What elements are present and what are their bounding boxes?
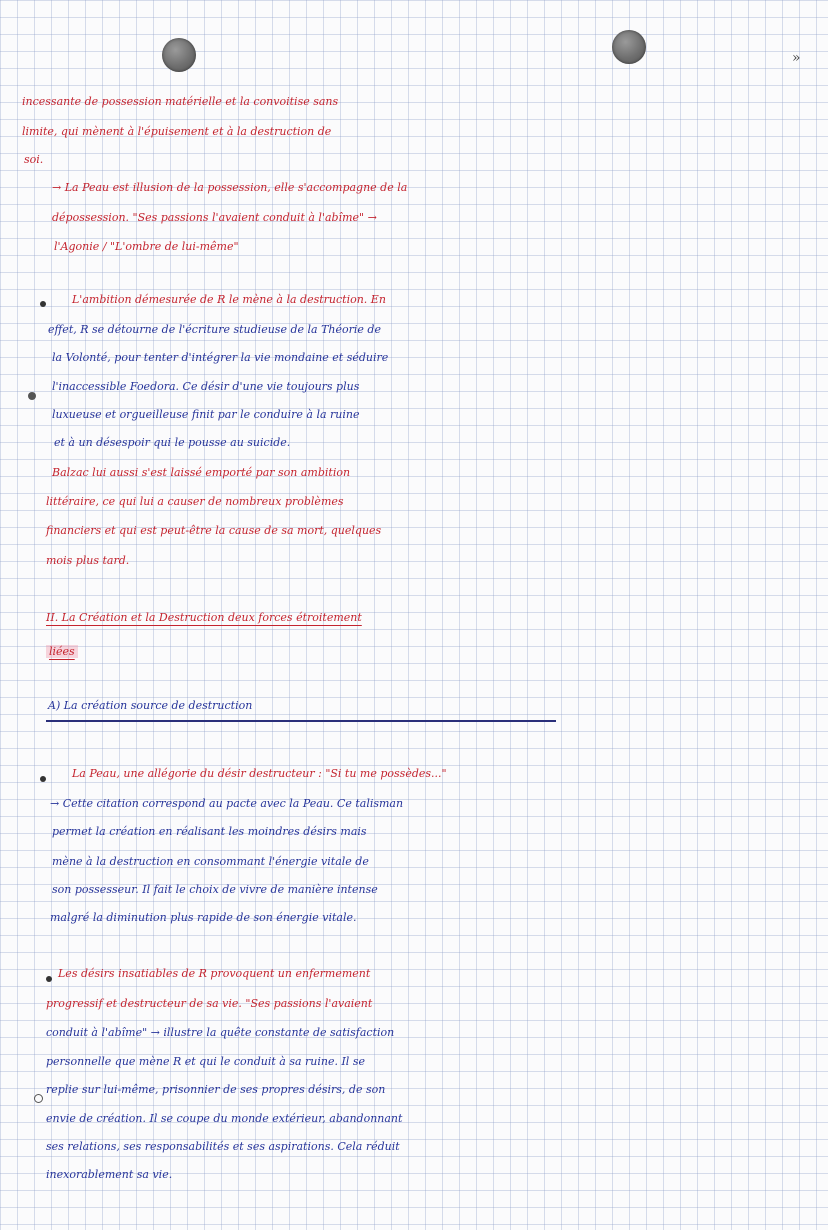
margin-dot	[34, 1094, 43, 1103]
section-title-line1: II. La Création et la Destruction deux forces étroitement	[46, 611, 362, 624]
desirs-line: Les désirs insatiables de R provoquent un enfermement	[58, 967, 371, 980]
balzac-line: littéraire, ce qui lui a causer de nombreux problèmes	[46, 495, 344, 508]
peau-line: La Peau, une allégorie du désir destructeur : "Si tu me possèdes..."	[72, 767, 447, 780]
ambition-line: l'inaccessible Foedora. Ce désir d'une vie toujours plus	[52, 380, 360, 393]
ambition-line: luxueuse et orgueilleuse finit par le conduire à la ruine	[52, 408, 360, 421]
balzac-line: mois plus tard.	[46, 554, 130, 567]
desirs-line: ses relations, ses responsabilités et ses aspirations. Cela réduit	[46, 1140, 400, 1153]
margin-dot	[28, 392, 36, 400]
intro-line: incessante de possession matérielle et la convoitise sans	[22, 95, 339, 108]
ambition-line: effet, R se détourne de l'écriture studieuse de la Théorie de	[48, 323, 381, 336]
arrow-line: → La Peau est illusion de la possession, elle s'accompagne de la	[52, 181, 408, 194]
peau-line: mène à la destruction en consommant l'énergie vitale de	[52, 855, 369, 868]
balzac-line: financiers et qui est peut-être la cause de sa mort, quelques	[46, 524, 382, 537]
intro-line: soi.	[24, 153, 44, 166]
intro-line: limite, qui mènent à l'épuisement et à la destruction de	[22, 125, 332, 138]
subsection-underline	[46, 720, 556, 722]
desirs-line: replie sur lui-même, prisonnier de ses propres désirs, de son	[46, 1083, 386, 1096]
balzac-line: Balzac lui aussi s'est laissé emporté par son ambition	[52, 466, 351, 479]
desirs-line: progressif et destructeur de sa vie. "Ses passions l'avaient	[46, 997, 373, 1010]
arrow-line: l'Agonie / "L'ombre de lui-même"	[54, 240, 239, 253]
desirs-line: personnelle que mène R et qui le conduit à sa ruine. Il se	[46, 1055, 365, 1068]
arrow-line: dépossession. "Ses passions l'avaient conduit à l'abîme" →	[52, 211, 377, 224]
subsection-title: A) La création source de destruction	[48, 699, 253, 712]
peau-line: malgré la diminution plus rapide de son énergie vitale.	[50, 911, 357, 924]
section-title-line2: liées	[46, 645, 78, 658]
peau-line: permet la création en réalisant les moindres désirs mais	[52, 825, 367, 838]
ambition-line: et à un désespoir qui le pousse au suicide.	[54, 436, 291, 449]
section-title	[0, 606, 828, 630]
desirs-line: envie de création. Il se coupe du monde extérieur, abandonnant	[46, 1112, 403, 1125]
punch-hole-left	[162, 38, 196, 72]
peau-line: son possesseur. Il fait le choix de vivre de manière intense	[52, 883, 378, 896]
desirs-line: conduit à l'abîme" → illustre la quête constante de satisfaction	[46, 1026, 395, 1039]
ambition-line: L'ambition démesurée de R le mène à la destruction. En	[72, 293, 386, 306]
section-title-cont	[0, 640, 828, 664]
ambition-line: la Volonté, pour tenter d'intégrer la vie mondaine et séduire	[52, 351, 389, 364]
desirs-line: inexorablement sa vie.	[46, 1168, 173, 1181]
corner-mark: »	[792, 50, 801, 66]
punch-hole-right	[612, 30, 646, 64]
peau-line: → Cette citation correspond au pacte avec la Peau. Ce talisman	[50, 797, 404, 810]
